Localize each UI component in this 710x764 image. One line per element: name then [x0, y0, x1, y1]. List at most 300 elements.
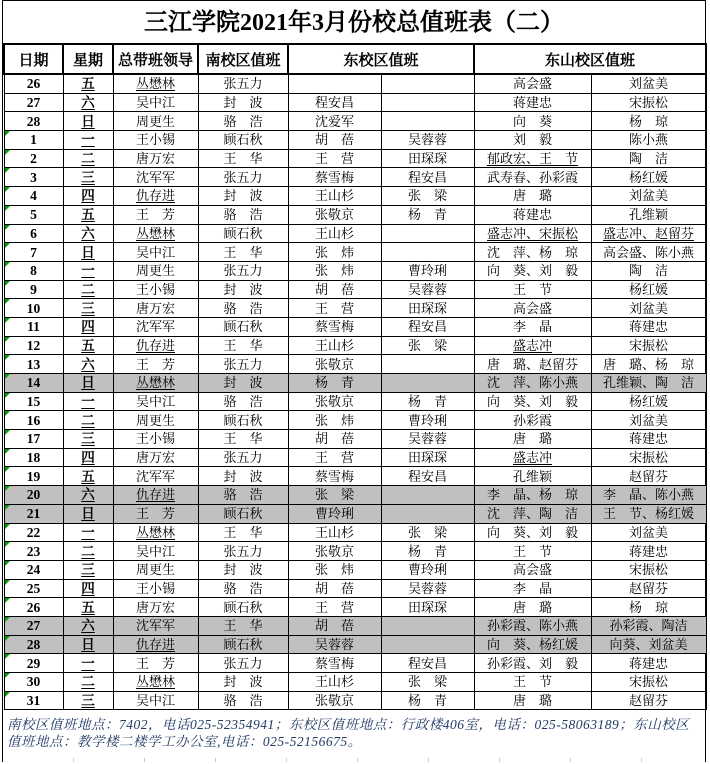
cell-east-1[interactable]: [288, 598, 381, 617]
green-triangle-indicator: [5, 262, 10, 267]
cell-dongshan-1[interactable]: [474, 187, 591, 206]
cell-dongshan-2[interactable]: [591, 467, 706, 486]
cell-dongshan-1[interactable]: [474, 299, 591, 318]
cell-dongshan-2[interactable]: [591, 93, 706, 112]
cell-date[interactable]: [4, 74, 63, 93]
cell-east-1[interactable]: [288, 243, 381, 262]
cell-south[interactable]: [198, 374, 288, 393]
cell-south[interactable]: [198, 243, 288, 262]
cell-date[interactable]: [4, 504, 63, 523]
cell-leader[interactable]: [113, 598, 198, 617]
cell-south[interactable]: [198, 598, 288, 617]
cell-east-1[interactable]: [288, 299, 381, 318]
cell-east-2[interactable]: [381, 392, 474, 411]
cell-leader[interactable]: [113, 205, 198, 224]
cell-east-2[interactable]: [381, 93, 474, 112]
cell-south[interactable]: [198, 560, 288, 579]
cell-date[interactable]: [4, 673, 63, 692]
cell-dongshan-2[interactable]: [591, 635, 706, 654]
cell-leader[interactable]: [113, 149, 198, 168]
cell-east-1[interactable]: [288, 411, 381, 430]
cell-east-2[interactable]: [381, 280, 474, 299]
cell-south[interactable]: [198, 504, 288, 523]
col-header-date[interactable]: 日期: [4, 44, 63, 74]
cell-east-1[interactable]: [288, 448, 381, 467]
cell-dongshan-1[interactable]: [474, 654, 591, 673]
cell-dongshan-2[interactable]: [591, 673, 706, 692]
table-row: [4, 616, 706, 635]
cell-dongshan-2[interactable]: [591, 616, 706, 635]
cell-date[interactable]: [4, 355, 63, 374]
cell-dongshan-2[interactable]: [591, 542, 706, 561]
cell-week[interactable]: [63, 168, 113, 187]
cell-east-1[interactable]: [288, 673, 381, 692]
cell-date[interactable]: [4, 654, 63, 673]
cell-leader[interactable]: [113, 654, 198, 673]
cell-south[interactable]: [198, 523, 288, 542]
cell-east-2[interactable]: [381, 486, 474, 505]
cell-dongshan-1[interactable]: [474, 74, 591, 93]
cell-week[interactable]: [63, 205, 113, 224]
cell-date[interactable]: [4, 616, 63, 635]
cell-week[interactable]: [63, 467, 113, 486]
cell-date[interactable]: [4, 430, 63, 449]
table-row: [4, 131, 706, 150]
cell-week[interactable]: [63, 355, 113, 374]
cell-week[interactable]: [63, 523, 113, 542]
cell-dongshan-1[interactable]: [474, 560, 591, 579]
cell-south[interactable]: [198, 74, 288, 93]
cell-east-2[interactable]: [381, 523, 474, 542]
cell-dongshan-2[interactable]: [591, 448, 706, 467]
green-triangle-indicator: [5, 281, 10, 286]
cell-text: 张 炜: [314, 263, 354, 279]
cell-east-1[interactable]: [288, 205, 381, 224]
cell-dongshan-1[interactable]: [474, 93, 591, 112]
cell-east-2[interactable]: [381, 168, 474, 187]
cell-east-1[interactable]: [288, 187, 381, 206]
cell-week[interactable]: [63, 131, 113, 150]
cell-date[interactable]: [4, 168, 63, 187]
cell-east-2[interactable]: [381, 261, 474, 280]
cell-dongshan-1[interactable]: [474, 504, 591, 523]
cell-week[interactable]: [63, 579, 113, 598]
cell-dongshan-1[interactable]: [474, 598, 591, 617]
cell-date[interactable]: [4, 392, 63, 411]
cell-date[interactable]: [4, 598, 63, 617]
cell-east-2[interactable]: [381, 74, 474, 93]
cell-text: 胡 蓓: [314, 618, 354, 634]
cell-week[interactable]: [63, 112, 113, 131]
cell-leader[interactable]: [113, 635, 198, 654]
cell-south[interactable]: [198, 430, 288, 449]
cell-dongshan-2[interactable]: [591, 187, 706, 206]
cell-dongshan-2[interactable]: [591, 299, 706, 318]
cell-south[interactable]: [198, 168, 288, 187]
cell-date[interactable]: [4, 93, 63, 112]
cell-east-2[interactable]: [381, 654, 474, 673]
col-header-south-campus[interactable]: 南校区值班: [198, 44, 288, 74]
cell-week[interactable]: [63, 392, 113, 411]
cell-week[interactable]: [63, 448, 113, 467]
cell-east-2[interactable]: [381, 448, 474, 467]
cell-text: 向 葵、刘 毅: [487, 524, 579, 540]
cell-date[interactable]: [4, 542, 63, 561]
cell-south[interactable]: [198, 542, 288, 561]
cell-text: 骆 浩: [223, 113, 263, 129]
cell-south[interactable]: [198, 691, 288, 710]
cell-leader[interactable]: [113, 430, 198, 449]
cell-south[interactable]: [198, 205, 288, 224]
cell-week[interactable]: [63, 149, 113, 168]
cell-south[interactable]: [198, 187, 288, 206]
cell-east-1[interactable]: [288, 542, 381, 561]
cell-week[interactable]: [63, 542, 113, 561]
cell-south[interactable]: [198, 224, 288, 243]
cell-east-1[interactable]: [288, 467, 381, 486]
cell-dongshan-2[interactable]: [591, 654, 706, 673]
cell-south[interactable]: [198, 261, 288, 280]
cell-leader[interactable]: [113, 299, 198, 318]
cell-east-1[interactable]: [288, 523, 381, 542]
cell-leader[interactable]: [113, 93, 198, 112]
cell-east-2[interactable]: [381, 542, 474, 561]
cell-south[interactable]: [198, 673, 288, 692]
cell-date[interactable]: [4, 486, 63, 505]
cell-dongshan-1[interactable]: [474, 205, 591, 224]
cell-date[interactable]: [4, 243, 63, 262]
cell-dongshan-2[interactable]: [591, 374, 706, 393]
cell-date[interactable]: [4, 579, 63, 598]
cell-east-1[interactable]: [288, 430, 381, 449]
cell-dongshan-1[interactable]: [474, 523, 591, 542]
cell-south[interactable]: [198, 93, 288, 112]
cell-week[interactable]: [63, 430, 113, 449]
cell-week[interactable]: [63, 691, 113, 710]
cell-dongshan-1[interactable]: [474, 261, 591, 280]
cell-east-1[interactable]: [288, 224, 381, 243]
cell-leader[interactable]: [113, 392, 198, 411]
cell-east-2[interactable]: [381, 598, 474, 617]
cell-text: 顾石秋: [223, 506, 263, 522]
cell-east-2[interactable]: [381, 224, 474, 243]
cell-south[interactable]: [198, 392, 288, 411]
cell-east-2[interactable]: [381, 616, 474, 635]
cell-east-2[interactable]: [381, 673, 474, 692]
cell-south[interactable]: [198, 355, 288, 374]
cell-dongshan-1[interactable]: [474, 392, 591, 411]
cell-date[interactable]: [4, 691, 63, 710]
cell-east-2[interactable]: [381, 112, 474, 131]
cell-week[interactable]: [63, 598, 113, 617]
green-triangle-indicator: [5, 617, 10, 622]
cell-week[interactable]: [63, 74, 113, 93]
cell-week[interactable]: [63, 635, 113, 654]
cell-dongshan-2[interactable]: [591, 355, 706, 374]
cell-date[interactable]: [4, 560, 63, 579]
cell-south[interactable]: [198, 579, 288, 598]
cell-text: 二: [81, 543, 95, 559]
cell-east-2[interactable]: [381, 504, 474, 523]
cell-leader[interactable]: [113, 261, 198, 280]
cell-dongshan-1[interactable]: [474, 336, 591, 355]
cell-date[interactable]: [4, 336, 63, 355]
cell-east-1[interactable]: [288, 654, 381, 673]
cell-dongshan-1[interactable]: [474, 317, 591, 336]
cell-east-2[interactable]: [381, 430, 474, 449]
cell-dongshan-2[interactable]: [591, 504, 706, 523]
cell-east-2[interactable]: [381, 205, 474, 224]
cell-south[interactable]: [198, 131, 288, 150]
cell-east-2[interactable]: [381, 187, 474, 206]
cell-text: 张 梁: [408, 337, 448, 353]
table-row: [4, 317, 706, 336]
cell-dongshan-2[interactable]: [591, 261, 706, 280]
cell-east-1[interactable]: [288, 74, 381, 93]
cell-week[interactable]: [63, 411, 113, 430]
cell-dongshan-2[interactable]: [591, 411, 706, 430]
cell-south[interactable]: [198, 616, 288, 635]
cell-east-1[interactable]: [288, 149, 381, 168]
cell-east-1[interactable]: [288, 392, 381, 411]
cell-leader[interactable]: [113, 616, 198, 635]
cell-dongshan-1[interactable]: [474, 616, 591, 635]
cell-east-2[interactable]: [381, 560, 474, 579]
cell-dongshan-2[interactable]: [591, 336, 706, 355]
cell-week[interactable]: [63, 486, 113, 505]
cell-leader[interactable]: [113, 168, 198, 187]
cell-leader[interactable]: [113, 560, 198, 579]
cell-week[interactable]: [63, 673, 113, 692]
cell-dongshan-2[interactable]: [591, 205, 706, 224]
cell-date[interactable]: [4, 131, 63, 150]
cell-text: 31: [26, 693, 41, 709]
cell-leader[interactable]: [113, 523, 198, 542]
cell-south[interactable]: [198, 654, 288, 673]
cell-dongshan-2[interactable]: [591, 112, 706, 131]
cell-leader[interactable]: [113, 224, 198, 243]
cell-dongshan-1[interactable]: [474, 243, 591, 262]
cell-leader[interactable]: [113, 504, 198, 523]
cell-date[interactable]: [4, 187, 63, 206]
cell-leader[interactable]: [113, 243, 198, 262]
cell-dongshan-1[interactable]: [474, 691, 591, 710]
cell-leader[interactable]: [113, 131, 198, 150]
cell-week[interactable]: [63, 243, 113, 262]
cell-date[interactable]: [4, 374, 63, 393]
cell-east-2[interactable]: [381, 374, 474, 393]
cell-east-2[interactable]: [381, 336, 474, 355]
cell-dongshan-2[interactable]: [591, 243, 706, 262]
cell-date[interactable]: [4, 523, 63, 542]
cell-east-2[interactable]: [381, 635, 474, 654]
cell-dongshan-2[interactable]: [591, 486, 706, 505]
cell-east-1[interactable]: [288, 635, 381, 654]
cell-east-1[interactable]: [288, 616, 381, 635]
cell-dongshan-2[interactable]: [591, 131, 706, 150]
cell-dongshan-2[interactable]: [591, 560, 706, 579]
cell-dongshan-1[interactable]: [474, 131, 591, 150]
cell-leader[interactable]: [113, 74, 198, 93]
cell-east-2[interactable]: [381, 149, 474, 168]
cell-week[interactable]: [63, 336, 113, 355]
cell-east-2[interactable]: [381, 467, 474, 486]
col-header-leader[interactable]: 总带班领导: [113, 44, 198, 74]
cell-dongshan-2[interactable]: [591, 168, 706, 187]
cell-week[interactable]: [63, 261, 113, 280]
cell-east-1[interactable]: [288, 486, 381, 505]
col-header-east-campus[interactable]: 东校区值班: [288, 44, 474, 74]
cell-leader[interactable]: [113, 280, 198, 299]
cell-east-2[interactable]: [381, 243, 474, 262]
cell-leader[interactable]: [113, 542, 198, 561]
cell-dongshan-1[interactable]: [474, 673, 591, 692]
header-row: [4, 44, 706, 74]
cell-dongshan-1[interactable]: [474, 635, 591, 654]
cell-leader[interactable]: [113, 486, 198, 505]
cell-south[interactable]: [198, 112, 288, 131]
cell-east-2[interactable]: [381, 691, 474, 710]
cell-dongshan-1[interactable]: [474, 168, 591, 187]
cell-east-1[interactable]: [288, 93, 381, 112]
cell-leader[interactable]: [113, 336, 198, 355]
cell-east-1[interactable]: [288, 317, 381, 336]
cell-date[interactable]: [4, 205, 63, 224]
cell-east-1[interactable]: [288, 336, 381, 355]
cell-east-1[interactable]: [288, 280, 381, 299]
cell-text: 程安昌: [408, 169, 448, 185]
cell-dongshan-1[interactable]: [474, 448, 591, 467]
cell-week[interactable]: [63, 654, 113, 673]
cell-dongshan-2[interactable]: [591, 579, 706, 598]
cell-leader[interactable]: [113, 691, 198, 710]
cell-week[interactable]: [63, 280, 113, 299]
cell-dongshan-1[interactable]: [474, 224, 591, 243]
cell-dongshan-2[interactable]: [591, 430, 706, 449]
cell-dongshan-1[interactable]: [474, 486, 591, 505]
cell-leader[interactable]: [113, 317, 198, 336]
cell-dongshan-2[interactable]: [591, 523, 706, 542]
cell-leader[interactable]: [113, 355, 198, 374]
cell-south[interactable]: [198, 149, 288, 168]
cell-dongshan-1[interactable]: [474, 467, 591, 486]
cell-week[interactable]: [63, 187, 113, 206]
cell-week[interactable]: [63, 504, 113, 523]
cell-text: 吴中江: [135, 394, 175, 410]
cell-week[interactable]: [63, 374, 113, 393]
cell-south[interactable]: [198, 486, 288, 505]
cell-dongshan-2[interactable]: [591, 598, 706, 617]
cell-east-2[interactable]: [381, 411, 474, 430]
cell-east-1[interactable]: [288, 691, 381, 710]
cell-east-1[interactable]: [288, 504, 381, 523]
col-header-dongshan-campus[interactable]: 东山校区值班: [474, 44, 706, 74]
cell-dongshan-1[interactable]: [474, 430, 591, 449]
cell-week[interactable]: [63, 299, 113, 318]
cell-east-2[interactable]: [381, 355, 474, 374]
cell-south[interactable]: [198, 336, 288, 355]
cell-text: 22: [26, 524, 41, 540]
cell-dongshan-1[interactable]: [474, 355, 591, 374]
cell-week[interactable]: [63, 317, 113, 336]
cell-east-2[interactable]: [381, 131, 474, 150]
cell-dongshan-1[interactable]: [474, 149, 591, 168]
cell-dongshan-1[interactable]: [474, 542, 591, 561]
cell-leader[interactable]: [113, 411, 198, 430]
cell-south[interactable]: [198, 467, 288, 486]
cell-leader[interactable]: [113, 467, 198, 486]
cell-week[interactable]: [63, 224, 113, 243]
cell-east-1[interactable]: [288, 355, 381, 374]
cell-dongshan-1[interactable]: [474, 280, 591, 299]
cell-south[interactable]: [198, 299, 288, 318]
cell-week[interactable]: [63, 560, 113, 579]
cell-dongshan-2[interactable]: [591, 280, 706, 299]
cell-east-1[interactable]: [288, 374, 381, 393]
cell-dongshan-2[interactable]: [591, 317, 706, 336]
cell-south[interactable]: [198, 317, 288, 336]
cell-east-2[interactable]: [381, 299, 474, 318]
cell-dongshan-2[interactable]: [591, 74, 706, 93]
cell-south[interactable]: [198, 448, 288, 467]
cell-south[interactable]: [198, 411, 288, 430]
cell-east-2[interactable]: [381, 579, 474, 598]
cell-east-2[interactable]: [381, 317, 474, 336]
cell-text: 蔡雪梅: [314, 468, 354, 484]
cell-date[interactable]: [4, 149, 63, 168]
col-header-week[interactable]: 星期: [63, 44, 113, 74]
cell-south[interactable]: [198, 635, 288, 654]
cell-date[interactable]: [4, 635, 63, 654]
cell-date[interactable]: [4, 411, 63, 430]
cell-leader[interactable]: [113, 187, 198, 206]
cell-date[interactable]: [4, 261, 63, 280]
cell-south[interactable]: [198, 280, 288, 299]
table-row: [4, 691, 706, 710]
cell-date[interactable]: [4, 448, 63, 467]
cell-dongshan-1[interactable]: [474, 112, 591, 131]
cell-dongshan-1[interactable]: [474, 579, 591, 598]
cell-date[interactable]: [4, 112, 63, 131]
cell-dongshan-2[interactable]: [591, 224, 706, 243]
cell-week[interactable]: [63, 93, 113, 112]
green-triangle-indicator: [5, 355, 10, 360]
cell-dongshan-1[interactable]: [474, 411, 591, 430]
cell-date[interactable]: [4, 299, 63, 318]
cell-date[interactable]: [4, 467, 63, 486]
cell-leader[interactable]: [113, 448, 198, 467]
cell-date[interactable]: [4, 317, 63, 336]
cell-date[interactable]: [4, 280, 63, 299]
cell-east-1[interactable]: [288, 579, 381, 598]
cell-dongshan-2[interactable]: [591, 691, 706, 710]
cell-leader[interactable]: [113, 579, 198, 598]
cell-text: 28: [26, 636, 41, 652]
cell-dongshan-2[interactable]: [591, 392, 706, 411]
cell-week[interactable]: [63, 616, 113, 635]
cell-leader[interactable]: [113, 673, 198, 692]
cell-dongshan-1[interactable]: [474, 374, 591, 393]
cell-east-1[interactable]: [288, 131, 381, 150]
cell-east-1[interactable]: [288, 560, 381, 579]
cell-leader[interactable]: [113, 112, 198, 131]
cell-east-1[interactable]: [288, 261, 381, 280]
cell-east-1[interactable]: [288, 112, 381, 131]
cell-dongshan-2[interactable]: [591, 149, 706, 168]
cell-east-1[interactable]: [288, 168, 381, 187]
cell-date[interactable]: [4, 224, 63, 243]
cell-leader[interactable]: [113, 374, 198, 393]
